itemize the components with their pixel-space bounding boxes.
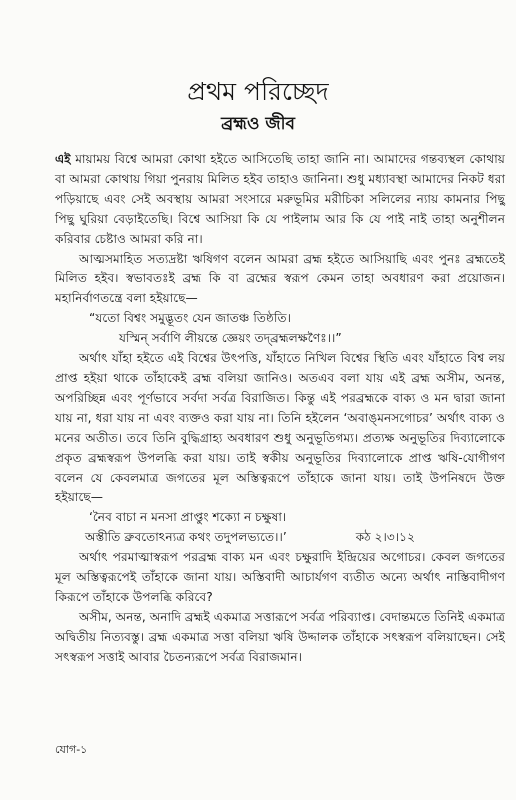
paragraph-2: আত্মসমাহিত সত্যদ্রষ্টা ঋষিগণ বলেন আমরা ব্রহ্ম হইতে আসিয়াছি এবং পুনঃ ব্রহ্মতেই মিলিত হইব। স্বভাবতঃই ব্রহ্ম কি বা ব্রহ্মের স্বরূপ কেমন তাহা অবধারণ করা প্রয়োজন। মহানির্বাণতন্ত্রে বলা হইয়াছে— [55, 251, 505, 306]
paragraph-1-text: মায়াময় বিশ্বে আমরা কোথা হইতে আসিতেছি তাহা জানি না। আমাদের গন্তব্যস্থল কোথায় বা আমরা কোথায় গিয়া পুনরায় মিলিত হইব তাহাও জানিনা। শুধু মধ্যাবস্থা আমাদের নিকট ধরা পড়িয়াছে এবং সেই অবস্থায় আমরা সংসারে মরুভূমির মরীচিকা সলিলের ন্যায় কামনার পিছু পিছু ঘুরিয়া বেড়াইতেছি। বিশ্বে আসিয়া কি যে পাইলাম আর কি যে পাই নাই তাহা অনুশীলন করিবার চেষ্টাও আমরা করি না। [55, 152, 505, 246]
page-body [55, 150, 505, 668]
paragraph-4: অর্থাৎ পরমাত্মাস্বরূপ পরব্রহ্ম বাক্য মন এবং চক্ষুরাদি ইন্দ্রিয়ের অগোচর। কেবল জগতের মূল অস্তিত্বরূপেই তাঁহাকে জানা যায়। অস্তিবাদী আচার্যগণ ব্যতীত অন্যে অর্থাৎ নাস্তিবাদীগণ কিরূপে তাঁহাকে উপলব্ধি করিবে? [55, 550, 505, 604]
verse-1-line-1: “যতো বিশ্বং সমুদ্ভূতং যেন জাতঞ্চ তিষ্ঠতি। [89, 311, 291, 326]
verse-1-line-2: যস্মিন্ সর্বাণি লীয়ন্তে জ্ঞেয়ং তদ্‌ব্রহ্মলক্ষণৈঃ।।” [119, 331, 342, 346]
page-footer: যোগ-১ [55, 743, 88, 756]
chapter-subtitle: ব্রহ্মও জীব [221, 114, 295, 134]
chapter-title: প্রথম পরিচ্ছেদ [187, 77, 329, 106]
verse-2-line-2: অস্তীতি ব্রুবতোঽন্যত্র কথং তদুপলভ্যতে।।’ [85, 530, 287, 545]
paragraph-5: অসীম, অনন্ত, অনাদি ব্রহ্মই একমাত্র সত্তারূপে সর্বত্র পরিব্যাপ্ত। বেদান্তমতে তিনিই একমাত্র অদ্বিতীয় নিত্যবস্তু। ব্রহ্ম একমাত্র সত্তা বলিয়া ঋষি উদ্দালক তাঁহাকে সৎস্বরূপ বলিয়াছেন। সেই সৎস্বরূপ সত্তাই আবার চৈতন্যরূপে সর্বত্র বিরাজমান। [55, 609, 505, 664]
paragraph-lead-word: এই [55, 152, 71, 166]
verse-2-line-2-row [55, 528, 505, 548]
paragraph-1 [55, 150, 505, 250]
verse-2-citation: কঠ ২।৩।১২ [355, 530, 415, 545]
verse-2-line-1: ‘নৈব বাচা ন মনসা প্রাপ্তুং শক্যো ন চক্ষুষা। [89, 510, 287, 525]
paragraph-3: অর্থাৎ যাঁহা হইতে এই বিশ্বের উৎপত্তি, যাঁহাতে নিখিল বিশ্বের স্থিতি এবং যাঁহাতে বিশ্ব লয় প্রাপ্ত হইয়া থাকে তাঁহাকেই ব্রহ্ম বলিয়া জানিও। অতএব বলা যায় এই ব্রহ্ম অসীম, অনন্ত, অপরিচ্ছিন্ন এবং পূর্ণভাবে সর্বদা সর্বত্র বিরাজিত। কিন্তু এই পরব্রহ্মকে বাক্য ও মন দ্বারা জানা যায় না, ধরা যায় না এবং ব্যক্তও করা যায় না। তিনি হইলেন ‘অবাঙ্‌মনসগোচর’ অর্থাৎ বাক্য ও মনের অতীত। তবে তিনি বুদ্ধিগ্রাহ্য অবধারণ শুধু অনুভূতিগম্য। প্রত্যক্ষ অনুভূতির দিব্যালোকে প্রকৃত ব্রহ্মস্বরূপ উপলব্ধি করা যায়। তাই স্বকীয় অনুভূতির দিব্যালোকে প্রাপ্ত ঋষি-যোগীগণ বলেন যে কেবলমাত্র জগতের মূল অস্তিত্বরূপে তাঁহাকে জানা যায়। তাই উপনিষদে উক্ত হইয়াছে— [55, 351, 505, 505]
